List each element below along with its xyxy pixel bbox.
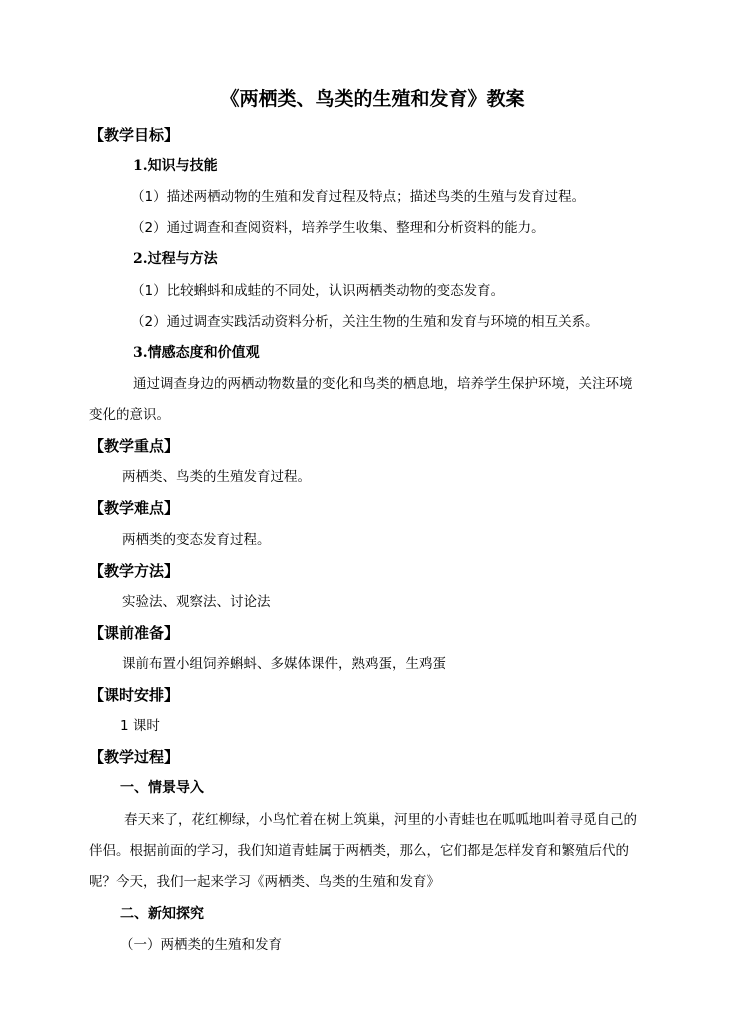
key-points-text: 两栖类、鸟类的生殖发育过程。 <box>122 469 311 485</box>
knowledge-item-2: （2）通过调查和查阅资料，培养学生收集、整理和分析资料的能力。 <box>131 220 545 236</box>
key-points-heading: 【教学重点】 <box>89 437 180 455</box>
amphibian-reproduction-subtitle: （一）两栖类的生殖和发育 <box>120 937 282 953</box>
methods-heading: 【教学方法】 <box>89 562 180 580</box>
emotion-paragraph-line-1: 通过调查身边的两栖动物数量的变化和鸟类的栖息地，培养学生保护环境，关注环境 <box>133 376 633 392</box>
scenario-intro-line-3: 呢？今天，我们一起来学习《两栖类、鸟类的生殖和发育》 <box>89 874 440 890</box>
knowledge-skills-title: 1.知识与技能 <box>133 158 218 174</box>
difficulties-heading: 【教学难点】 <box>89 499 180 517</box>
process-item-2: （2）通过调查实践活动资料分析，关注生物的生殖和发育与环境的相互关系。 <box>131 314 599 330</box>
document-title: 《两栖类、鸟类的生殖和发育》教案 <box>220 88 525 110</box>
objectives-heading: 【教学目标】 <box>89 126 180 144</box>
teaching-process-heading: 【教学过程】 <box>89 748 180 766</box>
schedule-text: 1 课时 <box>120 718 160 734</box>
scenario-intro-line-1: 春天来了，花红柳绿，小鸟忙着在树上筑巢，河里的小青蛙也在呱呱地叫着寻觅自己的 <box>124 812 637 828</box>
schedule-heading: 【课时安排】 <box>89 686 180 704</box>
methods-text: 实验法、观察法、讨论法 <box>122 594 271 610</box>
emotion-values-title: 3.情感态度和价值观 <box>133 345 260 361</box>
preparation-heading: 【课前准备】 <box>89 624 180 642</box>
preparation-text: 课前布置小组饲养蝌蚪、多媒体课件，熟鸡蛋，生鸡蛋 <box>122 656 446 672</box>
process-methods-title: 2.过程与方法 <box>133 251 218 267</box>
process-item-1: （1）比较蝌蚪和成蛙的不同处，认识两栖类动物的变态发育。 <box>131 283 505 299</box>
emotion-paragraph-line-2: 变化的意识。 <box>89 407 170 423</box>
knowledge-item-1: （1）描述两栖动物的生殖和发育过程及特点；描述鸟类的生殖与发育过程。 <box>131 189 586 205</box>
difficulties-text: 两栖类的变态发育过程。 <box>122 532 271 548</box>
scenario-intro-title: 一、情景导入 <box>120 780 204 796</box>
new-knowledge-title: 二、新知探究 <box>120 906 204 922</box>
scenario-intro-line-2: 伴侣。根据前面的学习，我们知道青蛙属于两栖类，那么，它们都是怎样发育和繁殖后代的 <box>89 843 629 859</box>
